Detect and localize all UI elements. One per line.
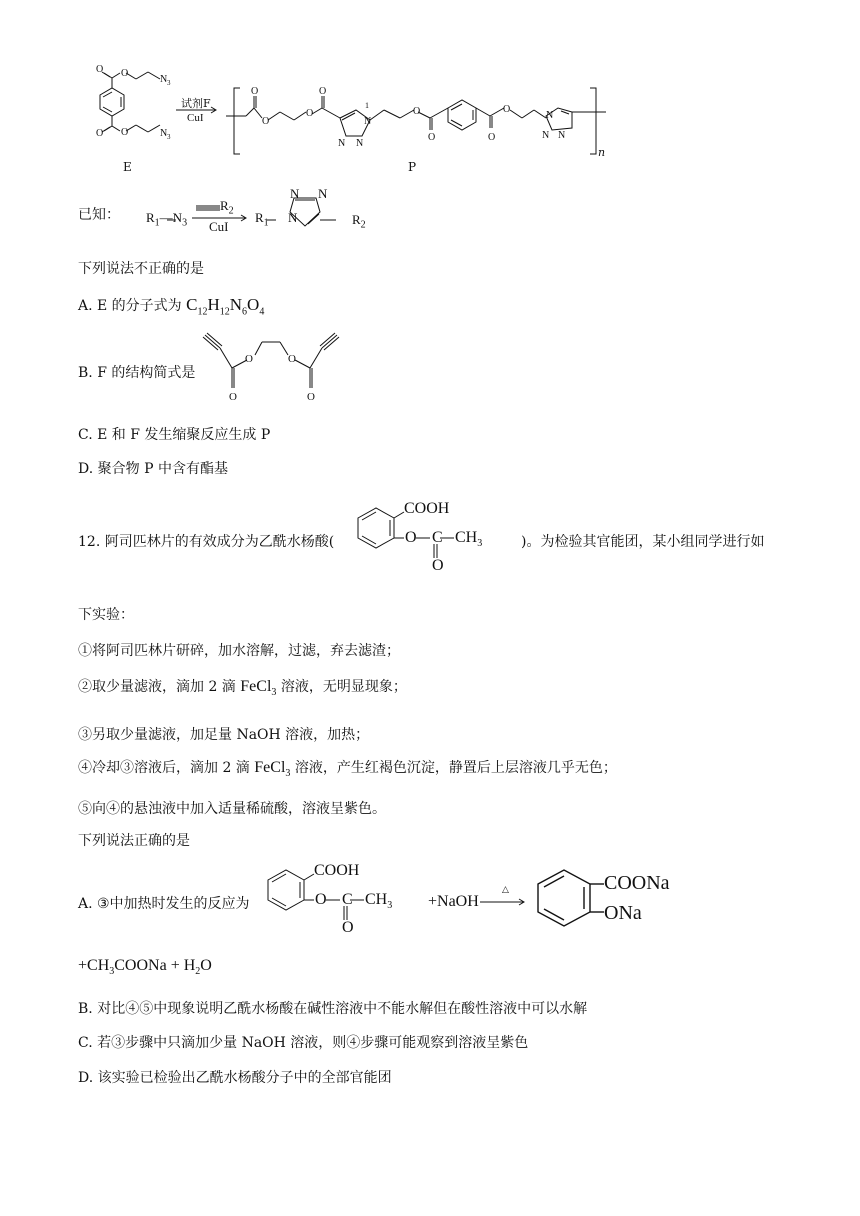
polymer-P-label: P bbox=[408, 160, 417, 174]
q11-option-A: A. E 的分子式为 $C_{12}H_{12}N_6O_4$ bbox=[78, 295, 265, 318]
q12-stem-c: 下实验： bbox=[78, 607, 134, 623]
svg-text:O: O bbox=[319, 86, 327, 97]
reactant-CH3: $CH_3$ bbox=[365, 891, 393, 912]
q12-step-2: ②取少量滤液，滴加 2 滴 FeCl$_3$ 溶液，无明显现象； bbox=[78, 678, 407, 699]
F-ester-O1: O bbox=[245, 353, 253, 365]
repeat-n-label: n bbox=[598, 146, 606, 159]
reagent-F-label: 试剂F bbox=[181, 97, 211, 110]
svg-text:O: O bbox=[121, 127, 129, 138]
known-product-N1: N bbox=[288, 210, 298, 225]
known-R1-N3: $R_1—N_3$ bbox=[146, 210, 188, 229]
svg-text:O: O bbox=[488, 132, 496, 143]
q12-stem-2: 下列说法正确的是 bbox=[78, 833, 190, 849]
known-product-N3: N bbox=[318, 186, 328, 201]
known-product-N2: N bbox=[290, 186, 300, 201]
product-COONa: COONa bbox=[604, 872, 670, 894]
q12-step-4: ④冷却③溶液后，滴加 2 滴 FeCl$_3$ 溶液，产生红褐色沉淀，静置后上层溶液几乎无色； bbox=[78, 759, 617, 780]
reactant-COOH: COOH bbox=[314, 862, 360, 879]
q11-option-B-label: B. F 的结构简式是 bbox=[78, 365, 196, 381]
svg-text:O: O bbox=[306, 108, 314, 119]
svg-text:O: O bbox=[121, 68, 129, 79]
compound-E-label: E bbox=[123, 160, 132, 174]
svg-text:N: N bbox=[546, 110, 554, 121]
aspirin-CH3: $CH_3$ bbox=[455, 529, 483, 550]
svg-text:O: O bbox=[428, 132, 436, 143]
svg-text:N: N bbox=[160, 128, 168, 139]
q12-option-D: D. 该实验已检验出乙酰水杨酸分子中的全部官能团 bbox=[78, 1070, 392, 1086]
q11-stem: 下列说法不正确的是 bbox=[78, 261, 204, 277]
known-prefix: 已知： bbox=[78, 207, 120, 223]
svg-text:O: O bbox=[251, 86, 259, 97]
svg-text:N: N bbox=[356, 138, 364, 149]
svg-text:1: 1 bbox=[365, 101, 369, 110]
svg-text:N: N bbox=[160, 74, 168, 85]
q12-step-1: ①将阿司匹林片研碎，加水溶解，过滤，弃去滤渣； bbox=[78, 643, 400, 659]
F-ester-O2: O bbox=[288, 353, 296, 365]
q12-option-A-label: A. ③中加热时发生的反应为 bbox=[78, 896, 250, 912]
aspirin-O: O bbox=[405, 529, 417, 546]
reactant-carbonyl-O: O bbox=[342, 919, 354, 936]
svg-text:N: N bbox=[338, 138, 346, 149]
q12-option-B: B. 对比④⑤中现象说明乙酰水杨酸在碱性溶液中不能水解但在酸性溶液中可以水解 bbox=[78, 1001, 588, 1017]
svg-text:N: N bbox=[542, 130, 550, 141]
reactant-C: C bbox=[342, 891, 353, 908]
aspirin-carbonyl-O: O bbox=[432, 557, 444, 574]
svg-text:O: O bbox=[413, 106, 421, 117]
structure-F bbox=[200, 330, 350, 410]
product-ONa: ONa bbox=[604, 902, 642, 924]
svg-text:3: 3 bbox=[167, 133, 171, 141]
reagent-NaOH: +NaOH bbox=[428, 893, 479, 910]
top-scheme bbox=[0, 0, 860, 180]
q12-step-3: ③另取少量滤液，加足量 NaOH 溶液，加热； bbox=[78, 727, 370, 743]
known-alkyne-R2: $R_2$ bbox=[220, 198, 234, 217]
q12-stem-b: )。为检验其官能团，某小组同学进行如 bbox=[521, 534, 765, 550]
aspirin-COOH: COOH bbox=[404, 500, 450, 517]
q11-option-C: C. E 和 F 发生缩聚反应生成 P bbox=[78, 427, 271, 443]
svg-text:N: N bbox=[364, 116, 372, 127]
aspirin-C: C bbox=[432, 529, 443, 546]
F-carbonyl-O1: O bbox=[229, 391, 237, 403]
reaction-arrow bbox=[478, 892, 528, 912]
svg-text:N: N bbox=[558, 130, 566, 141]
known-product-R1: $R_1$ bbox=[255, 210, 269, 229]
q12-option-C: C. 若③步骤中只滴加少量 NaOH 溶液，则④步骤可能观察到溶液呈紫色 bbox=[78, 1035, 529, 1051]
known-CuI: CuI bbox=[209, 219, 229, 234]
F-carbonyl-O2: O bbox=[307, 391, 315, 403]
sodium-salicylate-product bbox=[534, 858, 614, 938]
svg-text:O: O bbox=[96, 64, 104, 75]
reaction-byproducts: $+CH_3COONa + H_2O$ bbox=[78, 957, 212, 978]
q12-stem-a: 12. 阿司匹林片的有效成分为乙酰水杨酸( bbox=[78, 534, 335, 550]
reactant-O: O bbox=[315, 891, 327, 908]
q12-step-5: ⑤向④的悬浊液中加入适量稀硫酸，溶液呈紫色。 bbox=[78, 801, 386, 817]
svg-text:3: 3 bbox=[167, 79, 171, 87]
svg-text:O: O bbox=[96, 128, 104, 139]
known-product-R2: $R_2$ bbox=[352, 212, 366, 231]
reagent-CuI-label: CuI bbox=[187, 112, 204, 124]
svg-text:O: O bbox=[262, 116, 270, 127]
heat-triangle-icon: △ bbox=[502, 885, 509, 895]
q11-option-D: D. 聚合物 P 中含有酯基 bbox=[78, 461, 228, 477]
svg-text:O: O bbox=[503, 104, 511, 115]
